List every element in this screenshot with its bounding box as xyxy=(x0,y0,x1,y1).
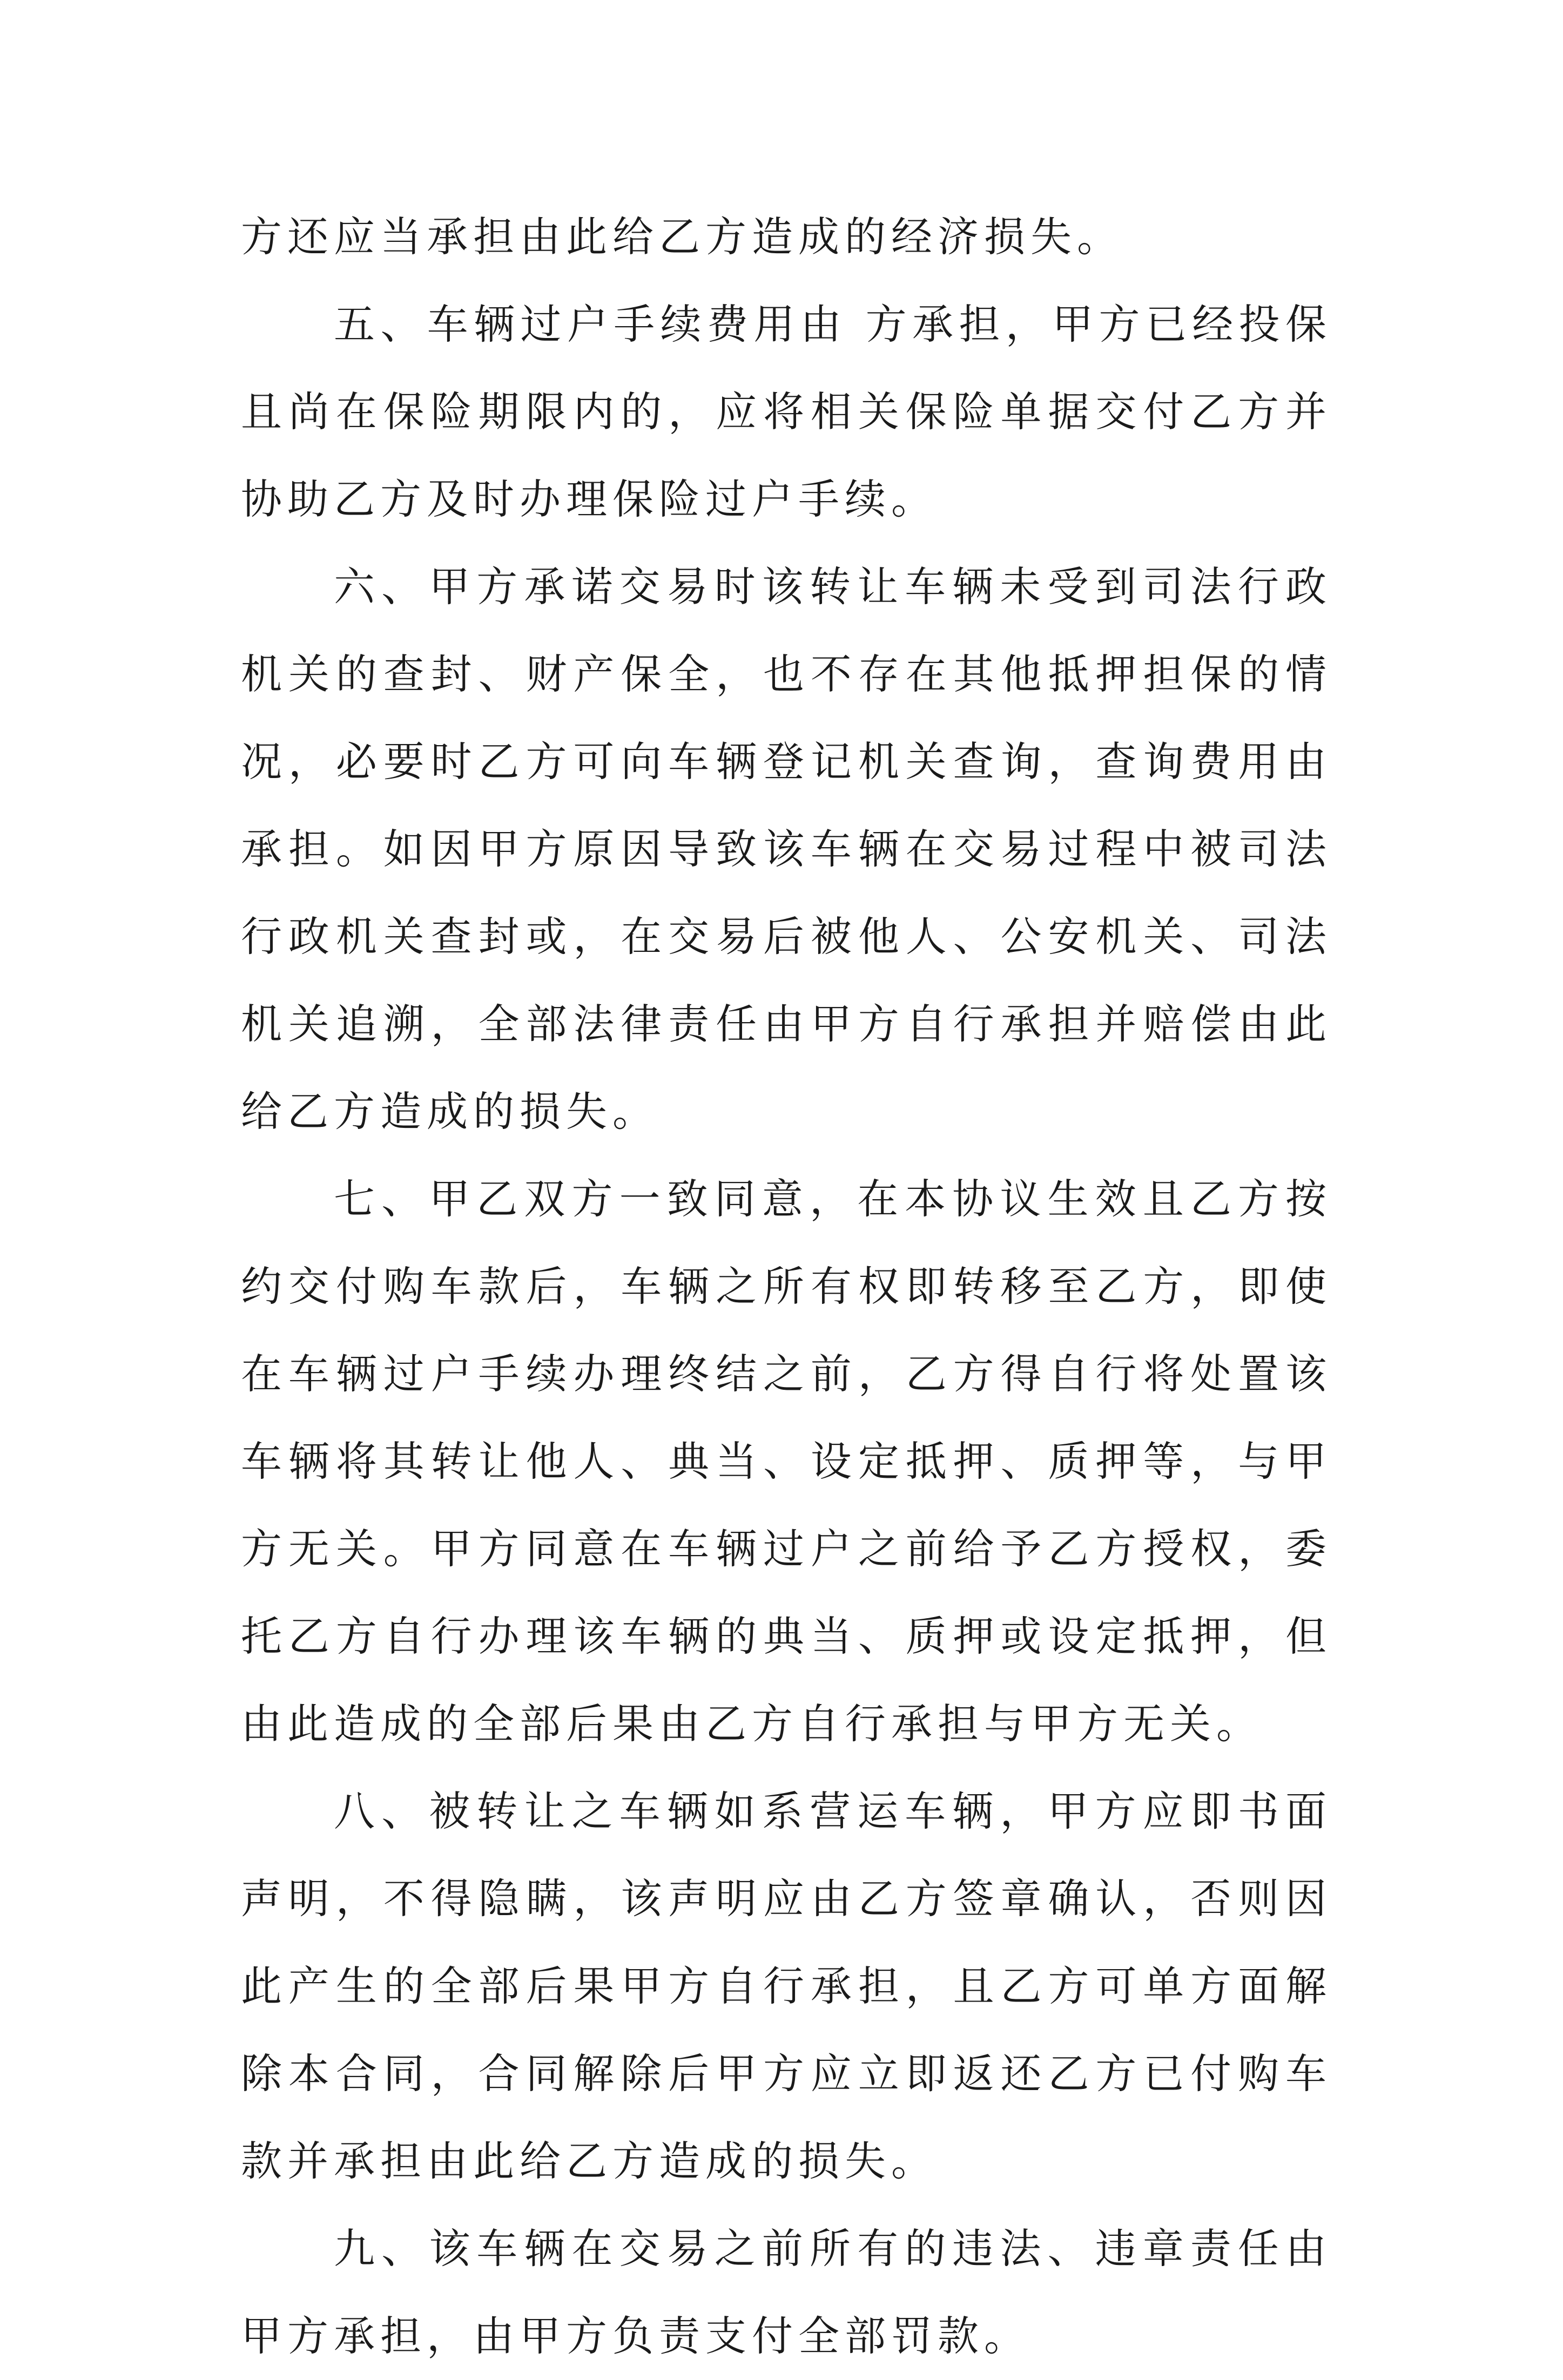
paragraph-clause-8: 八、被转让之车辆如系营运车辆，甲方应即书面声明，不得隐瞒，该声明应由乙方签章确认，否则因此产生的全部后果甲方自行承担，且乙方可单方面解除本合同，合同解除后甲方应立即返还乙方已付购车款并承担由此给乙方造成的损失。 xyxy=(241,1787,1332,2185)
paragraph-clause-5: 五、车辆过户手续费用由 方承担，甲方已经投保且尚在保险期限内的，应将相关保险单据交付乙方并协助乙方及时办理保险过户手续。 xyxy=(241,300,1332,523)
paragraph-clause-7: 七、甲乙双方一致同意，在本协议生效且乙方按约交付购车款后，车辆之所有权即转移至乙方，即使在车辆过户手续办理终结之前，乙方得自行将处置该车辆将其转让他人、典当、设定抵押、质押等，与甲方无关。甲方同意在车辆过户之前给予乙方授权，委托乙方自行办理该车辆的典当、质押或设定抵押，但由此造成的全部后果由乙方自行承担与甲方无关。 xyxy=(241,1175,1332,1748)
paragraph-continuation: 方还应当承担由此给乙方造成的经济损失。 xyxy=(241,213,1123,261)
paragraph-clause-6: 六、甲方承诺交易时该转让车辆未受到司法行政机关的查封、财产保全，也不存在其他抵押担保的情况，必要时乙方可向车辆登记机关查询，查询费用由 承担。如因甲方原因导致该车辆在交易过程中被司法行政机关查封或，在交易后被他人、公安机关、司法机关追溯，全部法律责任由甲方自行承担并赔偿由此给乙方造成的损失。 xyxy=(241,563,1332,1135)
paragraph-clause-9: 九、该车辆在交易之前所有的违法、违章责任由甲方承担，由甲方负责支付全部罚款。 xyxy=(241,2225,1332,2360)
contract-body xyxy=(241,193,1332,2380)
